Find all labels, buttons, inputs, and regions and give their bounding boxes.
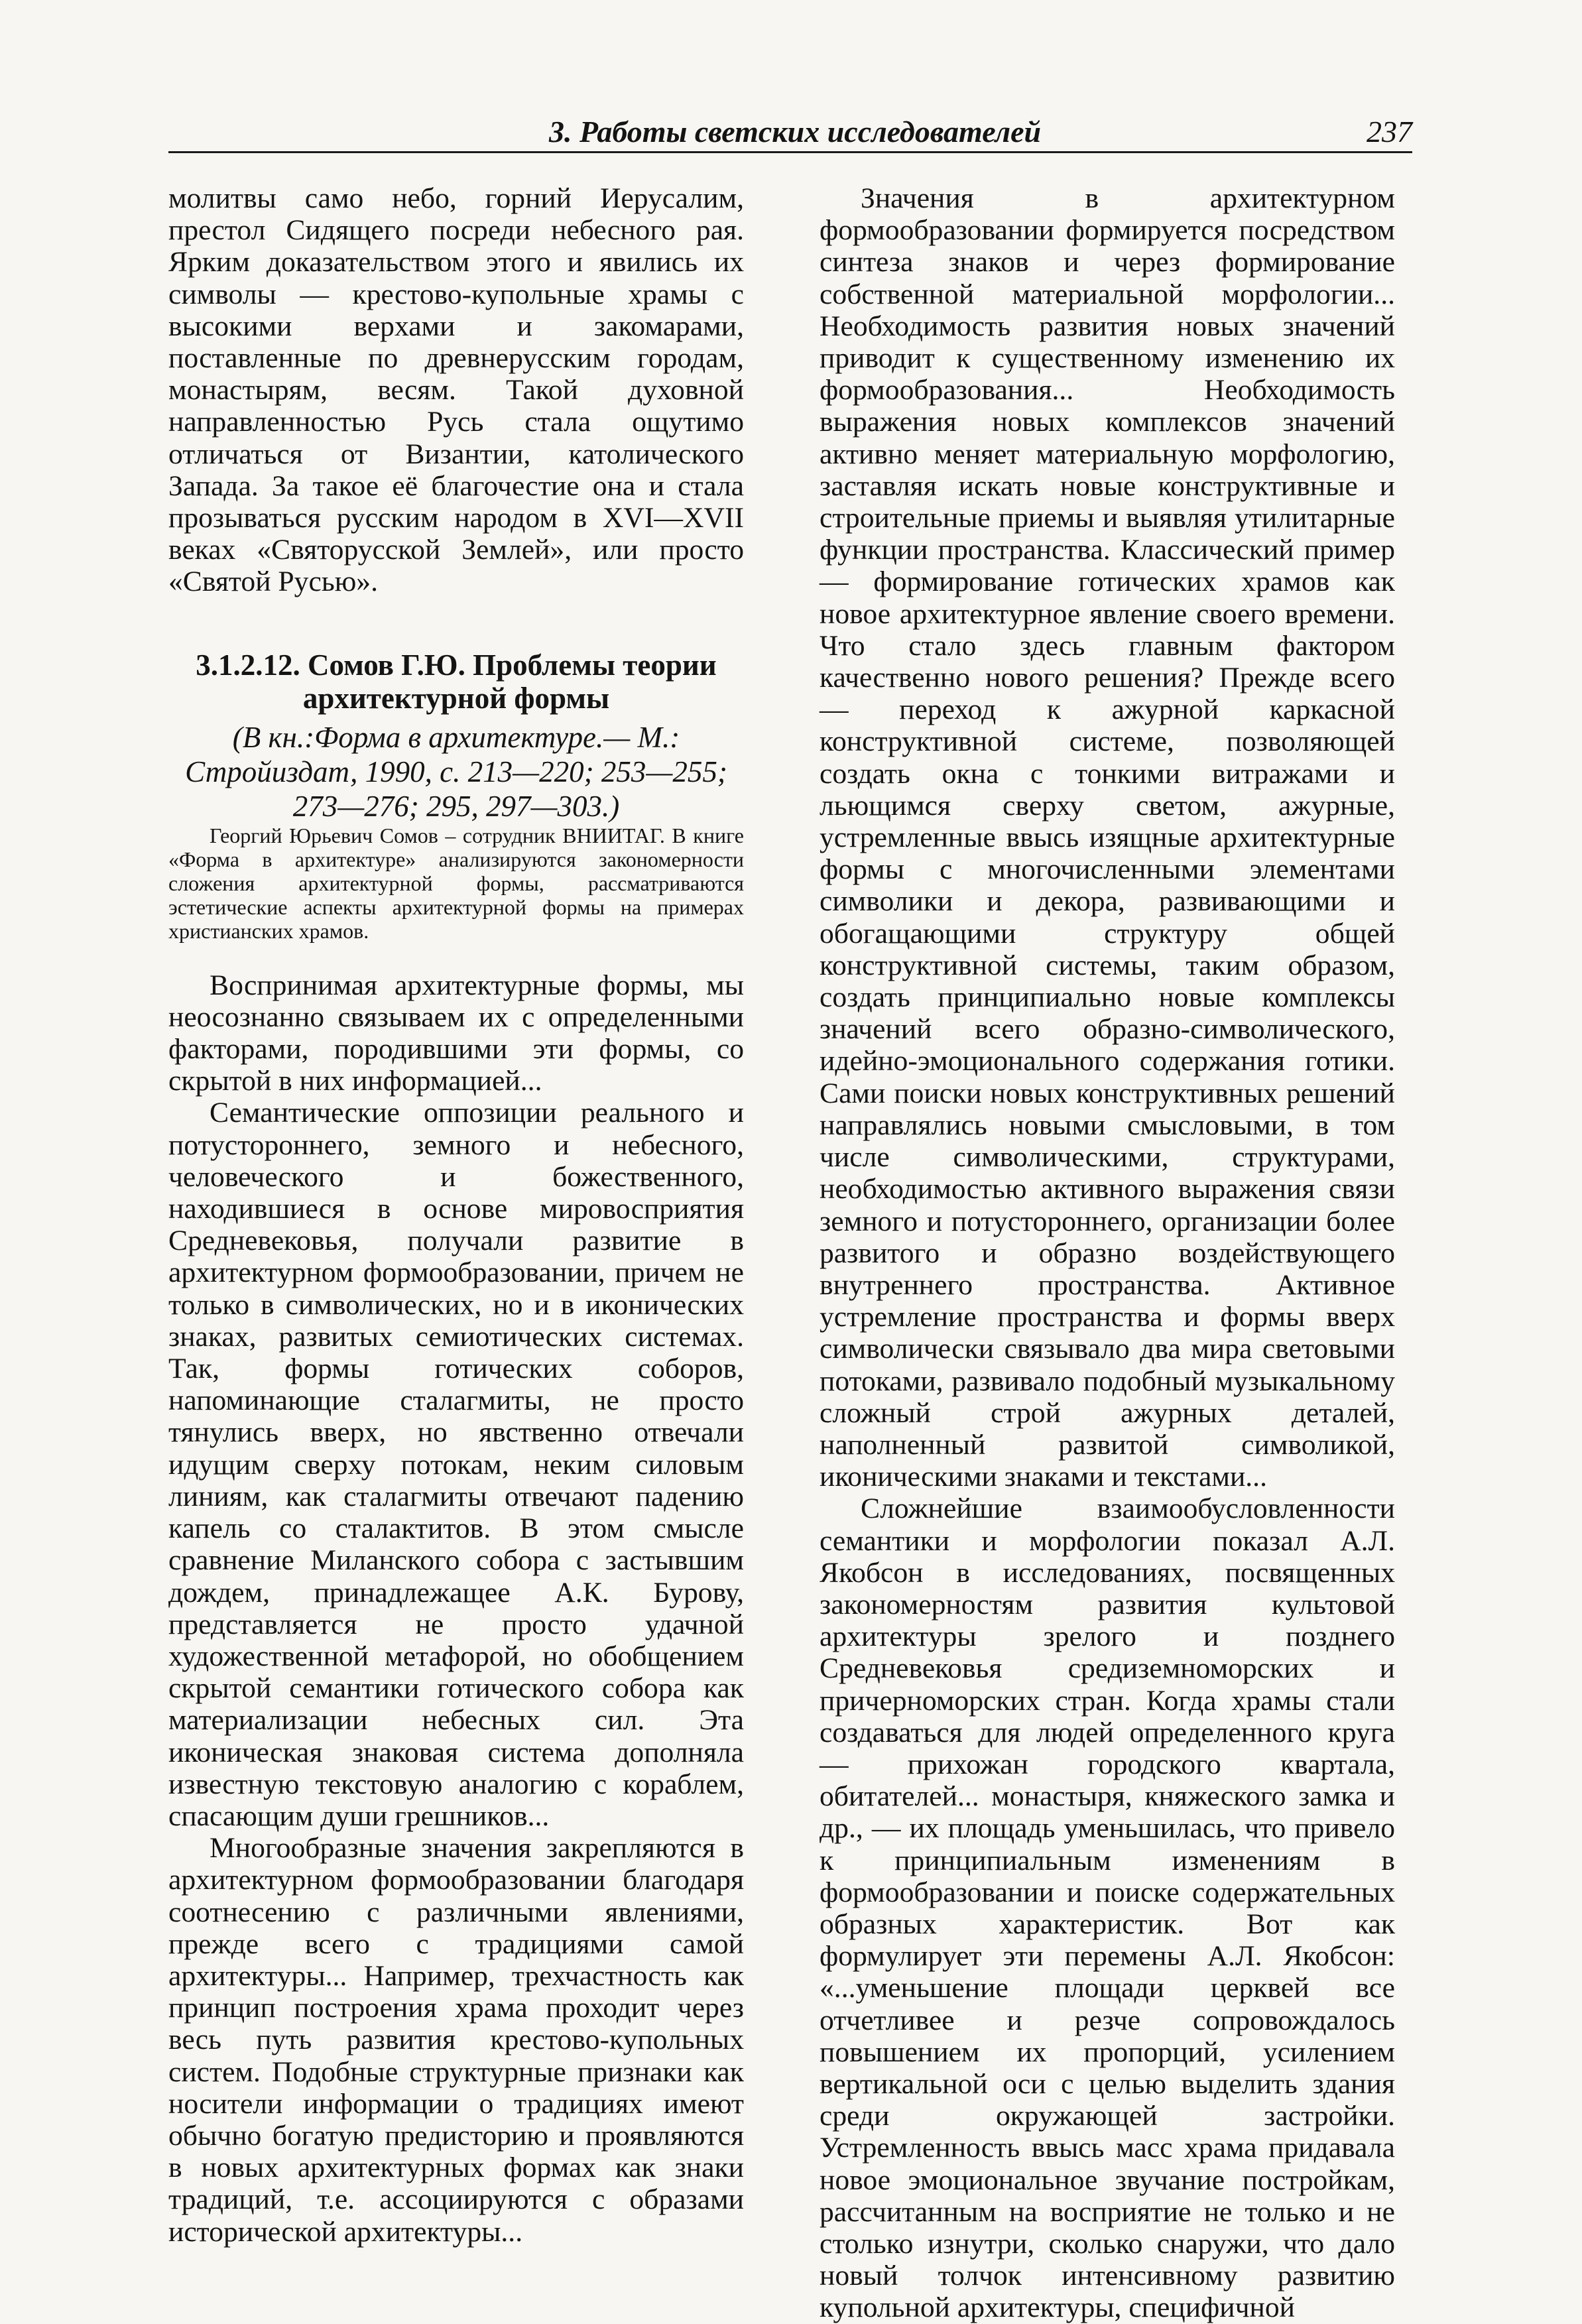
page-header xyxy=(168,114,1412,153)
left-column xyxy=(168,182,744,2248)
body-paragraph: Многообразные значения закрепляются в архитектурном формообразовании благодаря соотнесению с различными явлениями, прежде всего с традициями самой архитектуры... Например, трехчастность как принцип построения храма проходит через весь путь развития крестово-купольных систем. Подобные структурные признаки как носители информации о традициях имеют обычно богатую предисторию и проявляются в новых архитектурных формах как знаки традиций, т.е. ассоциируются с образами исторической архитектуры... xyxy=(168,1832,744,2248)
body-paragraph: Значения в архитектурном формообразовании формируется посредством синтеза знаков и через формирование собственной материальной морфологии... Необходимость развития новых значений приводит к существенному изменению их формообразования... Необходимость выражения новых комплексов значений активно меняет материальную морфологию, заставляя искать новые конструктивные и строительные приемы и выявляя утилитарные функции пространства. Классический пример — формирование готических храмов как новое архитектурное явление своего времени. Что стало здесь главным фактором качественно нового решения? Прежде всего — переход к ажурной каркасной конструктивной системе, позволяющей создать окна с тонкими витражами и льющимся сверху светом, ажурные, устремленные ввысь изящные архитектурные формы с многочисленными элементами символики и декора, развивающими и обогащающими структуру общей конструктивной системы, таким образом, создать принципиально новые комплексы значений всего образно-символического, идейно-эмоционального содержания готики. Сами поиски новых конструктивных решений направлялись новыми смысловыми, в том числе символическими, структурами, необходимостью активного выражения связи земного и потустороннего, организации более развитого и образно воздействующего внутреннего пространства. Активное устремление пространства и формы вверх символически связывало два мира световыми потоками, развивало подобный музыкальному сложный строй ажурных деталей, наполненный развитой символикой, иконическими знаками и текстами... xyxy=(820,182,1395,1493)
continued-paragraph: молитвы само небо, горний Иерусалим, престол Сидящего посреди небесного рая. Ярким доказательством этого и явились их символы — крестово-купольные храмы с высокими верхами и закомарами, поставленные по древнерусским городам, монастырям, весям. Такой духовной направленностью Русь стала ощутимо отличаться от Византии, католического Запада. За такое её благочестие она и стала прозываться русским народом в XVI—XVII веках «Святорусской Землей», или просто «Святой Русью». xyxy=(168,182,744,598)
citation-line: (В кн.:Форма в архитектуре.— М.: xyxy=(232,720,680,754)
section-title xyxy=(168,648,744,715)
section-title-line: архитектурной формы xyxy=(302,681,610,715)
citation-line: Стройиздат, 1990, с. 213—220; 253—255; xyxy=(185,755,727,788)
source-citation xyxy=(168,720,744,824)
right-column xyxy=(820,182,1395,2324)
section-title-line: 3.1.2.12. Сомов Г.Ю. Проблемы теории xyxy=(196,648,717,682)
author-abstract: Георгий Юрьевич Сомов – сотрудник ВНИИТАГ. В книге «Форма в архитектуре» анализируются закономерности сложения архитектурной формы, рассматриваются эстетические аспекты архитектурной формы на примерах христианских храмов. xyxy=(168,823,744,943)
body-paragraph: Семантические оппозиции реального и потустороннего, земного и небесного, человеческого и божественного, находившиеся в основе мировосприятия Средневековья, получали развитие в архитектурном формообразовании, причем не только в символических, но и в иконических знаках, развитых семиотических системах. Так, формы готических соборов, напоминающие сталагмиты, не просто тянулись вверх, но явственно отвечали идущим сверху потокам, неким силовым линиям, как сталагмиты отвечают падению капель со сталактитов. В этом смысле сравнение Миланского собора с застывшим дождем, принадлежащее А.К. Бурову, представляется не просто удачной художественной метафорой, но обобщением скрытой семантики готического собора как материализации небесных сил. Эта иконическая знаковая система дополняла известную текстовую аналогию с кораблем, спасающим души грешников... xyxy=(168,1097,744,1832)
body-paragraph: Воспринимая архитектурные формы, мы неосознанно связываем их с определенными факторами, породившими эти формы, со скрытой в них информацией... xyxy=(168,969,744,1097)
page-number: 237 xyxy=(1367,115,1412,149)
body-paragraph: Сложнейшие взаимообусловленности семантики и морфологии показал А.Л. Якобсон в исследованиях, посвященных закономерностям развития культовой архитектуры зрелого и позднего Средневековья средиземноморских и причерноморских стран. Когда храмы стали создаваться для людей определенного круга — прихожан городского квартала, обитателей... монастыря, княжеского замка и др., — их площадь уменьшилась, что привело к принципиальным изменениям в формообразовании и поиске содержательных образных характеристик. Вот как формулирует эти перемены А.Л. Якобсон: «...уменьшение площади церквей все отчетливее и резче сопровождалось повышением их пропорций, усилением вертикальной оси с целью выделить здания среди окружающей застройки. Устремленность ввысь масс храма придавала новое эмоциональное звучание постройкам, рассчитанным на восприятие не только и не столько изнутри, сколько снаружи, что дало новый толчок интенсивному развитию купольной архитектуры, специфичной xyxy=(820,1493,1395,2324)
running-title: 3. Работы светских исследователей xyxy=(549,115,1042,149)
citation-line: 273—276; 295, 297—303.) xyxy=(292,789,620,823)
